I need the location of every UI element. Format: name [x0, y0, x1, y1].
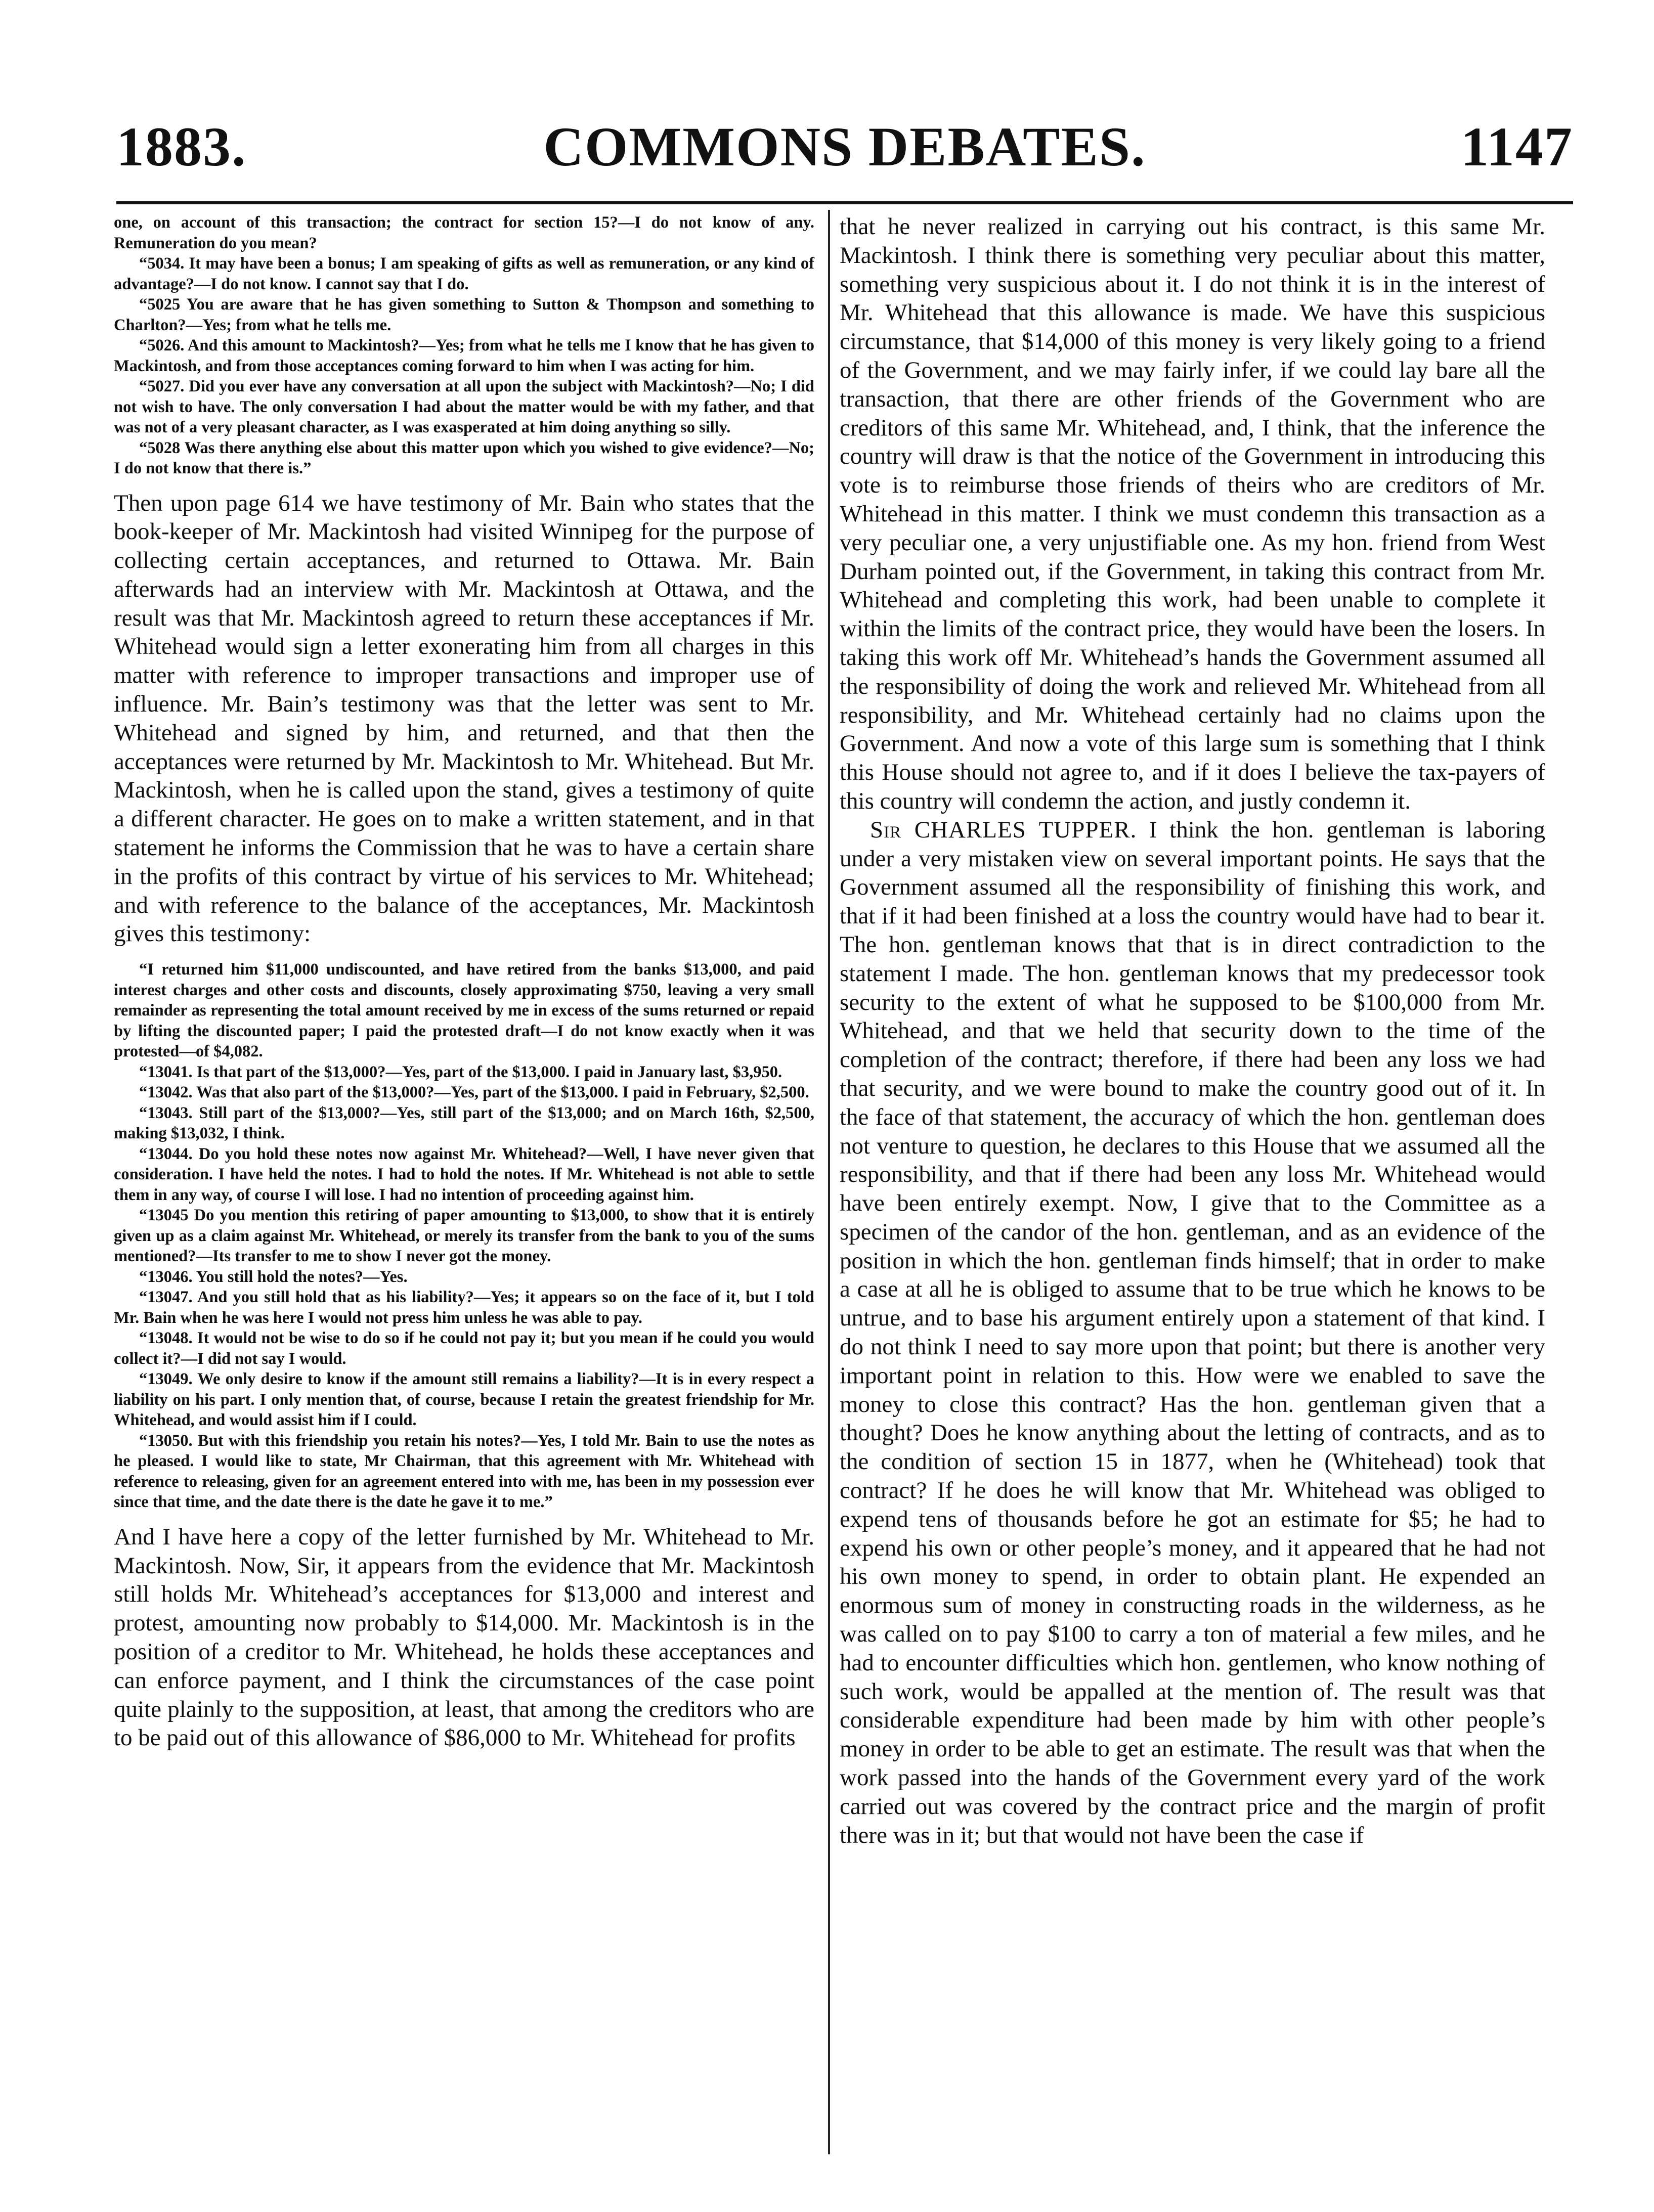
testimony-quote: “5034. It may have been a bonus; I am speaking of gifts as well as remuneration, or any kind of advantage?—I do not know. I cannot say that I do. — [114, 254, 814, 293]
testimony-quote: “5028 Was there anything else about this matter upon which you wished to give evidence?—No; I do not know that there is.” — [114, 438, 814, 477]
testimony-quote: “13046. You still hold the notes?—Yes. — [139, 1267, 408, 1286]
header-year: 1883. — [116, 116, 247, 178]
testimony-quote: “13041. Is that part of the $13,000?—Yes, part of the $13,000. I paid in January last, $3,950. — [139, 1063, 782, 1081]
testimony-quote: “13043. Still part of the $13,000?—Yes, still part of the $13,000; and on March 16th, $2,500, making $13,032, I think. — [114, 1103, 814, 1143]
top-testimony-quotes — [114, 212, 814, 479]
page-header — [116, 109, 1573, 195]
testimony-quote: “13042. Was that also part of the $13,000?—Yes, part of the $13,000. I paid in February, $2,500. — [139, 1083, 809, 1102]
header-page-number: 1147 — [1461, 116, 1573, 178]
speaker-name: Sir CHARLES TUPPER. — [870, 816, 1137, 843]
column-divider — [828, 210, 830, 2154]
testimony-quote: one, on account of this transaction; the contract for section 15?—I do not know of any. Remuneration do you mean? — [114, 213, 814, 252]
testimony-quote: “13050. But with this friendship you retain his notes?—Yes, I told Mr. Bain to use the notes as he pleased. I would like to state, Mr Chairman, that this agreement with Mr. Whitehead with reference to releasing, given for an agreement entered into with me, has been in my possession ever since that time, and the date there is the date he gave it to me.” — [114, 1431, 814, 1512]
right-column — [840, 212, 1545, 1849]
header-rule — [116, 201, 1573, 204]
testimony-quote: “13047. And you still hold that as his liability?—Yes; it appears so on the face of it, but I told Mr. Bain when he was here I would not press him unless he was able to pay. — [114, 1288, 814, 1327]
body-paragraph: Then upon page 614 we have testimony of Mr. Bain who states that the book-keeper of Mr. Mackintosh had visited Winnipeg for the purpose of collecting certain acceptances, and returned to Ottawa. Mr. Bain afterwards had an interview with Mr. Mackintosh at Ottawa, and the result was that Mr. Mackintosh agreed to return these acceptances if Mr. Whitehead would sign a letter exonerating him from all charges in this matter with reference to improper transactions and improper use of influence. Mr. Bain’s testimony was that the letter was sent to Mr. Whitehead and signed by him, and returned, and that then the acceptances were returned by Mr. Mackintosh to Mr. Whitehead. But Mr. Mackintosh, when he is called upon the stand, gives a testimony of quite a different character. He goes on to make a written statement, and in that statement he informs the Commission that he was to have a certain share in the profits of this contract by virtue of his services to Mr. Whitehead; and with reference to the balance of the acceptances, Mr. Mackintosh gives this testimony: — [114, 490, 814, 947]
middle-testimony-quotes — [114, 959, 814, 1513]
header-title: COMMONS DEBATES. — [543, 116, 1146, 178]
testimony-quote: “5025 You are aware that he has given something to Sutton & Thompson and something to Charlton?—Yes; from what he tells me. — [114, 295, 814, 334]
body-paragraph: that he never realized in carrying out his contract, is this same Mr. Mackintosh. I think there is something very peculiar about this matter, something very suspicious about it. I do not think it is in the interest of Mr. Whitehead that this allowance is made. We have this suspicious circumstance, that $14,000 of this money is very likely going to a friend of the Government, and we may fairly infer, if we could lay bare all the transaction, that there are other friends of the Government who are creditors of this same Mr. Whitehead, and, I think, that the inference the country will draw is that the notice of the Government in introducing this vote is to reimburse those friends of theirs who are creditors of Mr. Whitehead in this matter. I think we must condemn this transaction as a very peculiar one, a very unjustifiable one. As my hon. friend from West Durham pointed out, if the Government, in taking this contract from Mr. Whitehead and completing this work, had been unable to complete it within the limits of the contract price, they would have been the losers. In taking this work off Mr. Whitehead’s hands the Government assumed all the responsibility of doing the work and relieved Mr. Whitehead from all responsibility, and Mr. Whitehead certainly had no claims upon the Government. And now a vote of this large sum is something that I think this House should not agree to, and if it does I believe the tax-payers of this country will condemn the action, and justly condemn it. — [840, 213, 1545, 814]
speech-text: I think the hon. gentleman is laboring under a very mistaken view on several important points. He says that the Government assumed all the responsibility of finishing this work, and that if it had been finished at a loss the country would have had to bear it. The hon. gentleman knows that that is in direct contradiction to the statement I made. The hon. gentleman knows that my predecessor took security to the extent of what he supposed to be $100,000 from Mr. Whitehead, and that we held that security down to the time of the completion of the contract; therefore, if there had been any loss we had that security, and we were bound to make the country good out of it. In the face of that statement, the accuracy of which the hon. gentleman does not venture to question, he declares to this House that we assumed all the responsibility, and that if there had been any loss Mr. Whitehead would have been entirely exempt. Now, I give that to the Committee as a specimen of the candor of the hon. gentleman, and as an evidence of the position in which the hon. gentleman finds himself; that in order to make a case at all he is obliged to assume that to be true which he knows to be untrue, and to base his argument entirely upon a statement of that kind. I do not think I need to say more upon that point; but there is another very important point in relation to this. How were we enabled to save the money to close this contract? Has the hon. gentleman given that a thought? Does he know anything about the letting of contracts, and as to the condition of section 15 in 1877, when he (Whitehead) took that contract? If he does he will know that Mr. Whitehead was obliged to expend tens of thousands before he got an estimate for $5; he had to expend his own or other people’s money, and it appeared that he had not his own money to spend, in order to obtain plant. He expended an enormous sum of money in constructing roads in the wilderness, as he was called on to pay $100 to carry a ton of material a few miles, and he had to encounter difficulties which hon. gentlemen, who know nothing of such work, would be appalled at the mention of. The result was that considerable expenditure had been made by him with other people’s money in order to be able to get an estimate. The result was that when the work passed into the hands of the Government every yard of the work carried out was covered by the contract price and the margin of profit there was in it; but that would not have been the case if — [840, 816, 1546, 1848]
testimony-quote: “13049. We only desire to know if the amount still remains a liability?—It is in every respect a liability on his part. I only mention that, of course, because I retain the greatest friendship for Mr. Whitehead, and would assist him if I could. — [114, 1370, 814, 1430]
testimony-quote: “5026. And this amount to Mackintosh?—Yes; from what he tells me I know that he has given to Mackintosh, and from those acceptances coming forward to him when I was acting for him. — [114, 336, 814, 375]
testimony-quote: “I returned him $11,000 undiscounted, and have retired from the banks $13,000, and paid interest charges and other costs and discounts, closely approximating $750, leaving a very small remainder as representing the total amount received by me in excess of the sums returned or repaid by lifting the discounted paper; I paid the protested draft—I do not know exactly when it was protested—of $4,082. — [114, 960, 814, 1061]
speech-paragraph — [840, 816, 1545, 1850]
left-column — [114, 212, 814, 1752]
testimony-quote: “13044. Do you hold these notes now against Mr. Whitehead?—Well, I have never given that consideration. I have held the notes. I had to hold the notes. If Mr. Whitehead is not able to settle them in any way, of course I will lose. I had no intention of proceeding against him. — [114, 1144, 814, 1204]
testimony-quote: “5027. Did you ever have any conversation at all upon the subject with Mackintosh?—No; I did not wish to have. The only conversation I had about the matter would be with my father, and that was not of a very pleasant character, as I was exasperated at him doing anything so silly. — [114, 377, 814, 436]
testimony-quote: “13045 Do you mention this retiring of paper amounting to $13,000, to show that it is entirely given up as a claim against Mr. Whitehead, or merely its transfer from the bank to you of the sums mentioned?—Its transfer to me to show I never got the money. — [114, 1206, 814, 1266]
body-paragraph: And I have here a copy of the letter furnished by Mr. Whitehead to Mr. Mackintosh. Now, Sir, it appears from the evidence that Mr. Mackintosh still holds Mr. Whitehead’s acceptances for $13,000 and interest and protest, amounting now probably to $14,000. Mr. Mackintosh is in the position of a creditor to Mr. Whitehead, he holds these acceptances and can enforce payment, and I think the circumstances of the case point quite plainly to the supposition, at least, that among the creditors who are to be paid out of this allowance of $86,000 to Mr. Whitehead for profits — [114, 1523, 814, 1751]
testimony-quote: “13048. It would not be wise to do so if he could not pay it; but you mean if he could you would collect it?—I did not say I would. — [114, 1329, 814, 1368]
